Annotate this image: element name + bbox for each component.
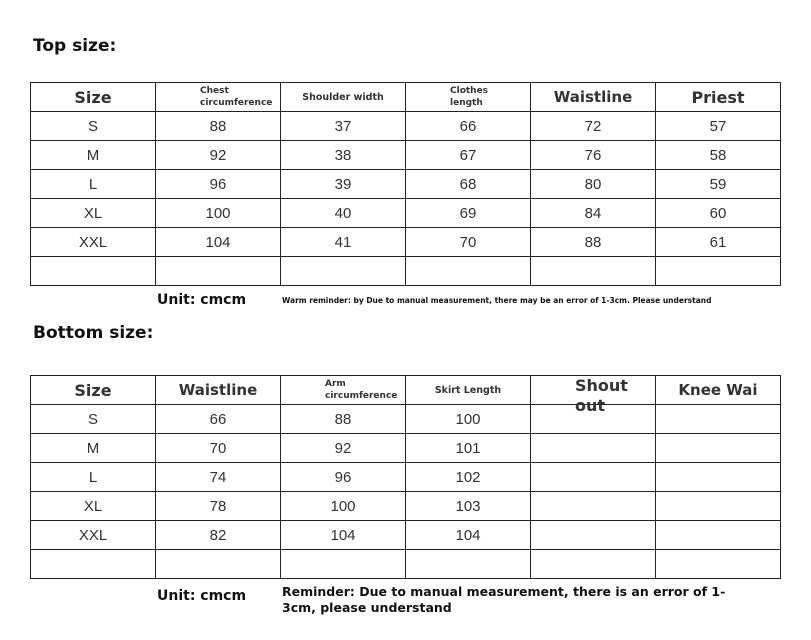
table-cell: 58 xyxy=(656,141,781,170)
table-cell: 40 xyxy=(281,199,406,228)
header-priest xyxy=(656,83,781,112)
table-cell: 104 xyxy=(156,228,281,257)
table-cell: 74 xyxy=(156,463,281,492)
table-cell: 92 xyxy=(156,141,281,170)
table-header-row xyxy=(31,83,781,112)
header-label-line1: Clothes xyxy=(450,86,489,96)
table-cell xyxy=(406,257,531,286)
table-cell xyxy=(656,405,781,434)
table-cell: 68 xyxy=(406,170,531,199)
header-label: Knee Wai xyxy=(678,381,758,399)
table-cell: 57 xyxy=(656,112,781,141)
table-cell: 78 xyxy=(156,492,281,521)
top-reminder-text: Warm reminder: by Due to manual measurement, there may be an error of 1-3cm. Please understand xyxy=(282,296,712,305)
table-cell xyxy=(406,550,531,579)
header-chest-circumference xyxy=(156,83,281,112)
top-unit-label: Unit: cmcm xyxy=(157,292,247,308)
table-cell: XXL xyxy=(31,521,156,550)
table-cell: 100 xyxy=(281,492,406,521)
table-cell: 67 xyxy=(406,141,531,170)
header-label: Priest xyxy=(691,87,745,107)
table-cell: 37 xyxy=(281,112,406,141)
table-cell xyxy=(531,463,656,492)
table-cell: 61 xyxy=(656,228,781,257)
table-cell xyxy=(656,434,781,463)
table-cell: XXL xyxy=(31,228,156,257)
table-cell xyxy=(531,521,656,550)
table-cell: 60 xyxy=(656,199,781,228)
table-cell: 70 xyxy=(406,228,531,257)
table-cell: 88 xyxy=(156,112,281,141)
header-label-line1: Arm xyxy=(325,379,346,389)
table-cell: L xyxy=(31,170,156,199)
table-row xyxy=(31,434,781,463)
table-cell: 59 xyxy=(656,170,781,199)
bottom-size-title: Bottom size: xyxy=(33,323,154,343)
header-label-line2: length xyxy=(450,98,483,108)
table-cell: 104 xyxy=(406,521,531,550)
table-row xyxy=(31,521,781,550)
table-cell: S xyxy=(31,112,156,141)
table-cell xyxy=(281,257,406,286)
bottom-unit-label: Unit: cmcm xyxy=(157,588,247,604)
table-cell: 38 xyxy=(281,141,406,170)
header-waistline xyxy=(531,83,656,112)
table-cell: 66 xyxy=(156,405,281,434)
header-shoulder-width xyxy=(281,83,406,112)
table-cell: 39 xyxy=(281,170,406,199)
table-header-row xyxy=(31,376,781,405)
header-size xyxy=(31,376,156,405)
table-cell: 82 xyxy=(156,521,281,550)
table-cell xyxy=(656,550,781,579)
table-cell xyxy=(531,492,656,521)
table-cell xyxy=(156,550,281,579)
table-cell: 41 xyxy=(281,228,406,257)
top-size-title: Top size: xyxy=(33,36,117,56)
table-cell xyxy=(31,257,156,286)
table-cell: S xyxy=(31,405,156,434)
header-size xyxy=(31,83,156,112)
header-label xyxy=(531,376,655,416)
table-cell xyxy=(281,550,406,579)
table-row-empty xyxy=(31,257,781,286)
table-row xyxy=(31,112,781,141)
table-cell xyxy=(531,550,656,579)
table-cell xyxy=(531,434,656,463)
table-cell: 84 xyxy=(531,199,656,228)
table-cell: 96 xyxy=(281,463,406,492)
table-cell: 101 xyxy=(406,434,531,463)
table-cell: 92 xyxy=(281,434,406,463)
table-cell: 100 xyxy=(406,405,531,434)
table-cell xyxy=(656,463,781,492)
table-cell: 66 xyxy=(406,112,531,141)
table-cell: XL xyxy=(31,492,156,521)
header-label-line1: Shout xyxy=(575,376,628,395)
table-row xyxy=(31,141,781,170)
table-cell: XL xyxy=(31,199,156,228)
table-row-empty xyxy=(31,550,781,579)
header-knee-wai xyxy=(656,376,781,405)
table-cell xyxy=(156,257,281,286)
table-cell: 88 xyxy=(281,405,406,434)
table-cell: 88 xyxy=(531,228,656,257)
top-size-table xyxy=(30,82,781,286)
header-label: Size xyxy=(74,87,112,107)
table-cell: L xyxy=(31,463,156,492)
table-cell: 80 xyxy=(531,170,656,199)
table-cell xyxy=(31,550,156,579)
table-cell xyxy=(656,492,781,521)
bottom-size-table xyxy=(30,375,781,579)
header-arm-circumference xyxy=(281,376,406,405)
table-cell: M xyxy=(31,141,156,170)
table-row xyxy=(31,170,781,199)
table-cell: 69 xyxy=(406,199,531,228)
header-label: Size xyxy=(74,380,112,400)
bottom-reminder-text: Reminder: Due to manual measurement, there is an error of 1-3cm, please understand xyxy=(282,584,726,615)
header-waistline xyxy=(156,376,281,405)
table-cell: 100 xyxy=(156,199,281,228)
table-row xyxy=(31,463,781,492)
header-label: Waistline xyxy=(178,381,258,399)
table-row xyxy=(31,405,781,434)
table-row xyxy=(31,492,781,521)
table-cell xyxy=(656,521,781,550)
table-row xyxy=(31,228,781,257)
header-skirt-length xyxy=(406,376,531,405)
header-clothes-length xyxy=(406,83,531,112)
table-cell: 102 xyxy=(406,463,531,492)
header-shout-out xyxy=(531,376,656,415)
table-cell: 103 xyxy=(406,492,531,521)
header-label: Shoulder width xyxy=(302,91,384,103)
header-label-line2: circumference xyxy=(325,391,398,401)
table-cell: 76 xyxy=(531,141,656,170)
header-label-line1: Chest xyxy=(200,86,229,96)
table-cell xyxy=(656,257,781,286)
table-cell: M xyxy=(31,434,156,463)
header-label-line2: circumference xyxy=(200,98,273,108)
header-label-line2: out xyxy=(575,396,606,415)
header-label: Waistline xyxy=(553,88,633,106)
header-label: Skirt Length xyxy=(434,384,502,396)
table-row xyxy=(31,199,781,228)
table-cell: 104 xyxy=(281,521,406,550)
table-cell xyxy=(531,257,656,286)
table-cell: 72 xyxy=(531,112,656,141)
table-cell: 70 xyxy=(156,434,281,463)
table-cell: 96 xyxy=(156,170,281,199)
